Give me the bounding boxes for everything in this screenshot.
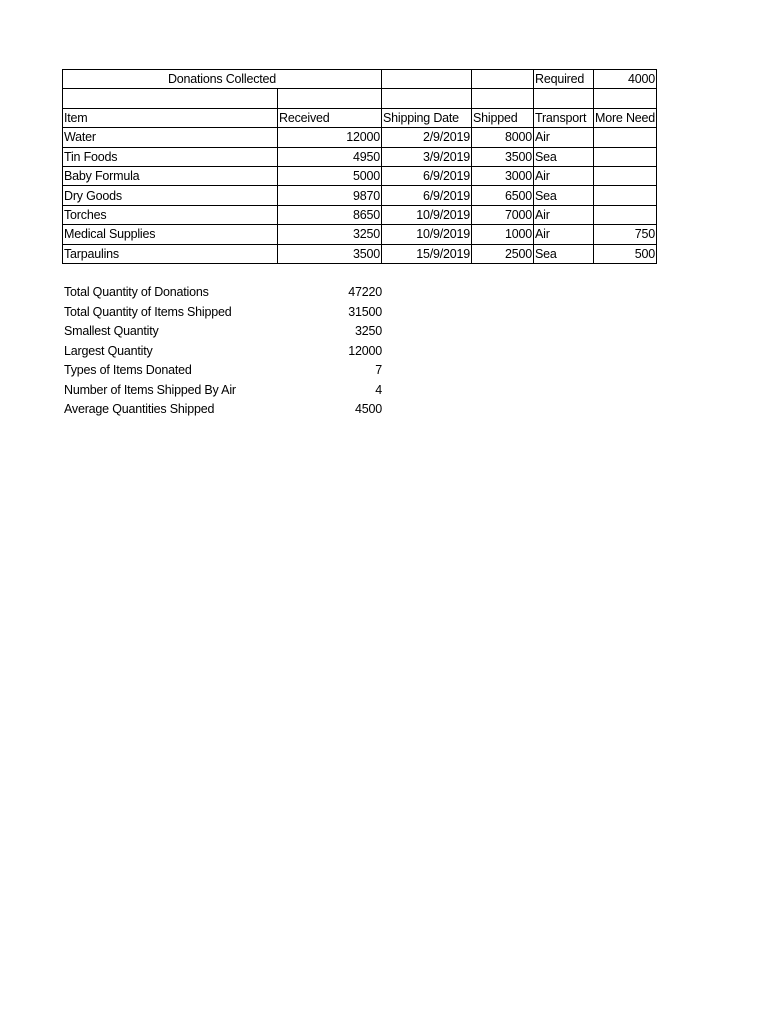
received-cell[interactable]: 3500 [278, 244, 382, 263]
more-need-cell[interactable] [594, 147, 657, 166]
shipping-date-cell[interactable]: 10/9/2019 [382, 225, 472, 244]
table-row [63, 244, 657, 263]
summary-label[interactable]: Smallest Quantity [64, 324, 159, 338]
summary-value[interactable]: 3250 [354, 324, 382, 338]
summary-label[interactable]: Average Quantities Shipped [64, 402, 215, 416]
shipped-cell[interactable]: 8000 [472, 128, 534, 147]
cell[interactable] [382, 89, 472, 108]
item-cell[interactable]: Medical Supplies [63, 225, 278, 244]
received-cell[interactable]: 5000 [278, 166, 382, 185]
summary-row [64, 400, 382, 420]
table-row [63, 166, 657, 185]
transport-cell[interactable]: Air [534, 128, 594, 147]
summary-label[interactable]: Total Quantity of Items Shipped [64, 304, 232, 319]
item-cell[interactable]: Tin Foods [63, 147, 278, 166]
summary-label[interactable]: Total Quantity of Donations [64, 285, 209, 299]
header-row [63, 108, 657, 127]
summary-value[interactable]: 12000 [348, 343, 382, 358]
transport-cell[interactable]: Sea [534, 186, 594, 205]
header-more-need[interactable]: More Need [594, 108, 657, 127]
summary-label[interactable]: Types of Items Donated [64, 363, 192, 377]
transport-cell[interactable]: Air [534, 166, 594, 185]
received-cell[interactable]: 3250 [278, 225, 382, 244]
summary-block [64, 283, 382, 420]
more-need-cell[interactable]: 750 [594, 225, 657, 244]
summary-value[interactable]: 31500 [348, 304, 382, 319]
shipped-cell[interactable]: 6500 [472, 186, 534, 205]
summary-row [64, 303, 382, 323]
cell[interactable] [382, 70, 472, 89]
more-need-cell[interactable] [594, 186, 657, 205]
required-label[interactable]: Required [534, 70, 594, 89]
donations-table [62, 69, 657, 264]
transport-cell[interactable]: Air [534, 205, 594, 224]
more-need-cell[interactable] [594, 166, 657, 185]
summary-row [64, 342, 382, 362]
cell[interactable] [472, 70, 534, 89]
summary-row [64, 381, 382, 401]
table-row [63, 147, 657, 166]
cell[interactable] [534, 89, 594, 108]
shipping-date-cell[interactable]: 10/9/2019 [382, 205, 472, 224]
item-cell[interactable]: Tarpaulins [63, 244, 278, 263]
summary-row [64, 283, 382, 303]
header-shipping-date[interactable]: Shipping Date [382, 108, 472, 127]
header-item[interactable]: Item [63, 108, 278, 127]
shipped-cell[interactable]: 3000 [472, 166, 534, 185]
shipped-cell[interactable]: 1000 [472, 225, 534, 244]
summary-label[interactable]: Largest Quantity [64, 343, 153, 358]
shipped-cell[interactable]: 2500 [472, 244, 534, 263]
shipping-date-cell[interactable]: 6/9/2019 [382, 166, 472, 185]
summary-row [64, 322, 382, 342]
table-row [63, 128, 657, 147]
shipping-date-cell[interactable]: 3/9/2019 [382, 147, 472, 166]
item-cell[interactable]: Water [63, 128, 278, 147]
summary-label[interactable]: Number of Items Shipped By Air [64, 382, 236, 397]
header-received[interactable]: Received [278, 108, 382, 127]
received-cell[interactable]: 4950 [278, 147, 382, 166]
item-cell[interactable]: Dry Goods [63, 186, 278, 205]
table-row [63, 205, 657, 224]
summary-row [64, 361, 382, 381]
table-row [63, 225, 657, 244]
item-cell[interactable]: Baby Formula [63, 166, 278, 185]
required-value[interactable]: 4000 [594, 70, 657, 89]
header-shipped[interactable]: Shipped [472, 108, 534, 127]
cell[interactable] [472, 89, 534, 108]
shipped-cell[interactable]: 7000 [472, 205, 534, 224]
more-need-cell[interactable]: 500 [594, 244, 657, 263]
shipping-date-cell[interactable]: 2/9/2019 [382, 128, 472, 147]
summary-value[interactable]: 4 [375, 382, 382, 397]
received-cell[interactable]: 9870 [278, 186, 382, 205]
more-need-cell[interactable] [594, 205, 657, 224]
more-need-cell[interactable] [594, 128, 657, 147]
table-title[interactable]: Donations Collected [63, 70, 382, 89]
cell[interactable] [278, 89, 382, 108]
received-cell[interactable]: 8650 [278, 205, 382, 224]
summary-value[interactable]: 47220 [348, 285, 382, 299]
shipped-cell[interactable]: 3500 [472, 147, 534, 166]
received-cell[interactable]: 12000 [278, 128, 382, 147]
transport-cell[interactable]: Sea [534, 244, 594, 263]
summary-value[interactable]: 4500 [354, 402, 382, 416]
table-row [63, 186, 657, 205]
header-transport[interactable]: Transport [534, 108, 594, 127]
transport-cell[interactable]: Sea [534, 147, 594, 166]
title-row [63, 70, 657, 89]
transport-cell[interactable]: Air [534, 225, 594, 244]
cell[interactable] [594, 89, 657, 108]
cell[interactable] [63, 89, 278, 108]
item-cell[interactable]: Torches [63, 205, 278, 224]
shipping-date-cell[interactable]: 6/9/2019 [382, 186, 472, 205]
blank-row [63, 89, 657, 108]
summary-value[interactable]: 7 [375, 363, 382, 377]
shipping-date-cell[interactable]: 15/9/2019 [382, 244, 472, 263]
